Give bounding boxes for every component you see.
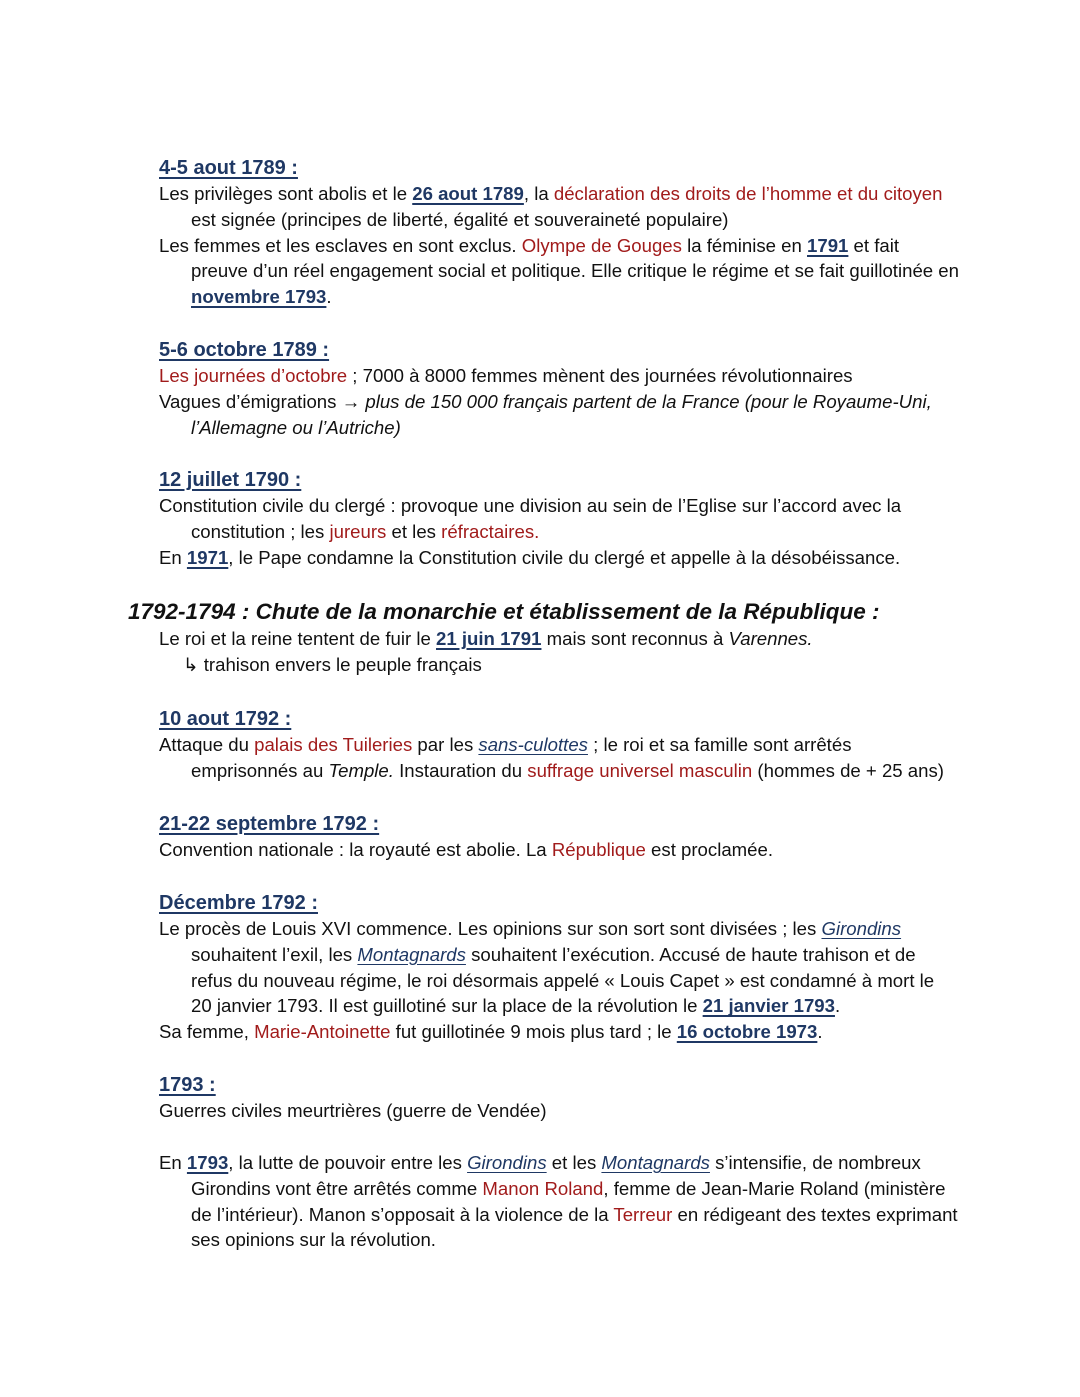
highlight-term: Marie-Antoinette (254, 1021, 391, 1043)
text: Le roi et la reine tentent de fuir le (159, 628, 437, 649)
text: est signée (principes de liberté, égalité et souveraineté populaire) (191, 208, 729, 230)
text: Convention nationale : la royauté est abolie. La (159, 839, 552, 860)
linked-term: sans-culottes (478, 734, 588, 755)
text: ; 7000 à 8000 femmes mènent des journées révolutionnaires (347, 365, 853, 386)
text: , femme de Jean-Marie Roland (ministère de l’intérieur). Manon s’opposait à la violence de la (191, 1177, 946, 1225)
linked-term: Girondins (467, 1152, 547, 1173)
linked-term: Girondins (821, 918, 902, 939)
paragraph (159, 493, 959, 545)
italic-text: plus de 150 000 français partent de la France (pour le Royaume-Uni, l’Allemagne ou l’Autriche) (191, 390, 932, 438)
text: Instauration du (393, 759, 528, 781)
text: et les (546, 1152, 602, 1173)
text: Les femmes et les esclaves en sont exclus. (159, 234, 522, 256)
text: s’intensifie, de nombreux Girondins vont être arrêtés comme (191, 1152, 921, 1199)
text: Attaque du (159, 734, 255, 755)
paragraph (159, 916, 959, 1019)
paragraph (159, 652, 959, 678)
timeline-entry (159, 706, 959, 784)
highlight-term: Manon Roland (482, 1177, 604, 1199)
text: En (159, 546, 187, 568)
text: Constitution civile du clergé : provoque une division au sein de l’Eglise sur l’accord avec la constitution ; les (159, 495, 902, 542)
entry-date-heading: 4-5 aout 1789 : (159, 157, 298, 179)
highlight-term: déclaration des droits de l’homme et du citoyen (553, 183, 943, 204)
text: . (817, 1021, 823, 1043)
text: par les (412, 734, 479, 755)
section-title: 1792-1794 : Chute de la monarchie et établissement de la République : (128, 599, 880, 624)
key-date: 1971 (186, 546, 229, 568)
paragraph (159, 626, 959, 652)
text: ; le roi et sa famille sont arrêtés emprisonnés au (191, 734, 852, 781)
key-date: 1791 (807, 234, 849, 256)
paragraph (159, 837, 959, 863)
text: En (159, 1152, 187, 1173)
entry-date-heading: 10 aout 1792 : (159, 708, 292, 730)
paragraph (159, 389, 959, 441)
text: Guerres civiles meurtrières (guerre de Vendée) (159, 1100, 547, 1121)
text: mais sont reconnus à (541, 628, 729, 649)
entry-date-heading: 1793 : (159, 1074, 216, 1096)
highlight-term: Les journées d’octobre (159, 365, 348, 386)
text: fut guillotinée 9 mois plus tard ; le (390, 1021, 677, 1043)
entry-date-heading: 12 juillet 1790 : (159, 469, 302, 491)
paragraph (159, 1150, 959, 1253)
entry-date-heading: 5-6 octobre 1789 : (159, 339, 330, 361)
linked-term: Montagnards (601, 1152, 710, 1173)
timeline-entry (159, 155, 959, 310)
entry-date-heading: 21-22 septembre 1792 : (159, 813, 380, 835)
text: est proclamée. (645, 839, 774, 860)
key-date: 21 janvier 1793 (702, 995, 835, 1017)
italic-text: Temple. (328, 759, 394, 781)
text: , le Pape condamne la Constitution civile du clergé et appelle à la désobéissance. (228, 546, 901, 568)
highlight-term: République (551, 839, 646, 860)
key-date: 26 aout 1789 (412, 183, 524, 204)
paragraph (159, 545, 959, 571)
text: Les privilèges sont abolis et le (159, 183, 413, 204)
paragraph-block (159, 1150, 959, 1253)
text: , la (523, 183, 554, 204)
paragraph (159, 181, 959, 233)
text: la féminise en (681, 234, 808, 256)
text: (hommes de + 25 ans) (752, 759, 944, 781)
italic-text: Varennes. (728, 628, 813, 649)
text: souhaitent l’exil, les (191, 943, 358, 965)
timeline-entry (159, 890, 959, 1045)
text: et les (386, 520, 442, 542)
timeline-entry (159, 1072, 959, 1124)
text: . (326, 286, 332, 308)
text: , la lutte de pouvoir entre les (228, 1152, 468, 1173)
paragraph (159, 732, 959, 784)
text: . (834, 995, 841, 1017)
text: Le procès de Louis XVI commence. Les opinions sur son sort sont divisées ; les (159, 918, 822, 939)
paragraph (159, 1019, 959, 1045)
text: et fait preuve d’un réel engagement social et politique. Elle critique le régime et se fait guillotinée en (191, 234, 959, 282)
text: souhaitent l’exécution. Accusé de haute trahison et de refus du nouveau régime, le roi désormais appelé « Louis Capet » est condamné à mort le 20 janvier 1793. Il est guillotiné sur la place de la révolution le (191, 943, 935, 1017)
text: Sa femme, (159, 1021, 255, 1043)
entry-date-heading: Décembre 1792 : (159, 892, 318, 914)
linked-term: Montagnards (357, 943, 466, 965)
key-date: novembre 1793 (191, 286, 327, 308)
highlight-term: suffrage universel masculin (527, 759, 753, 781)
timeline-entry (159, 811, 959, 863)
paragraph (159, 1098, 959, 1124)
key-date: 16 octobre 1973 (676, 1021, 818, 1043)
key-date: 1793 (186, 1152, 229, 1173)
paragraph-block (159, 626, 959, 678)
timeline-entry (159, 337, 959, 440)
paragraph (159, 233, 959, 310)
highlight-term: Terreur (613, 1203, 673, 1225)
text: en rédigeant des textes exprimant ses opinions sur la révolution. (191, 1203, 958, 1251)
text: Vagues d’émigrations → (159, 390, 366, 412)
highlight-term: réfractaires. (441, 520, 540, 542)
highlight-term: jureurs (329, 520, 387, 542)
paragraph (159, 363, 959, 389)
highlight-term: palais des Tuileries (254, 734, 413, 755)
highlight-term: Olympe de Gouges (521, 234, 682, 256)
key-date: 21 juin 1791 (436, 628, 542, 649)
text: ↳ trahison envers le peuple français (183, 653, 482, 675)
timeline-entry (159, 467, 959, 570)
